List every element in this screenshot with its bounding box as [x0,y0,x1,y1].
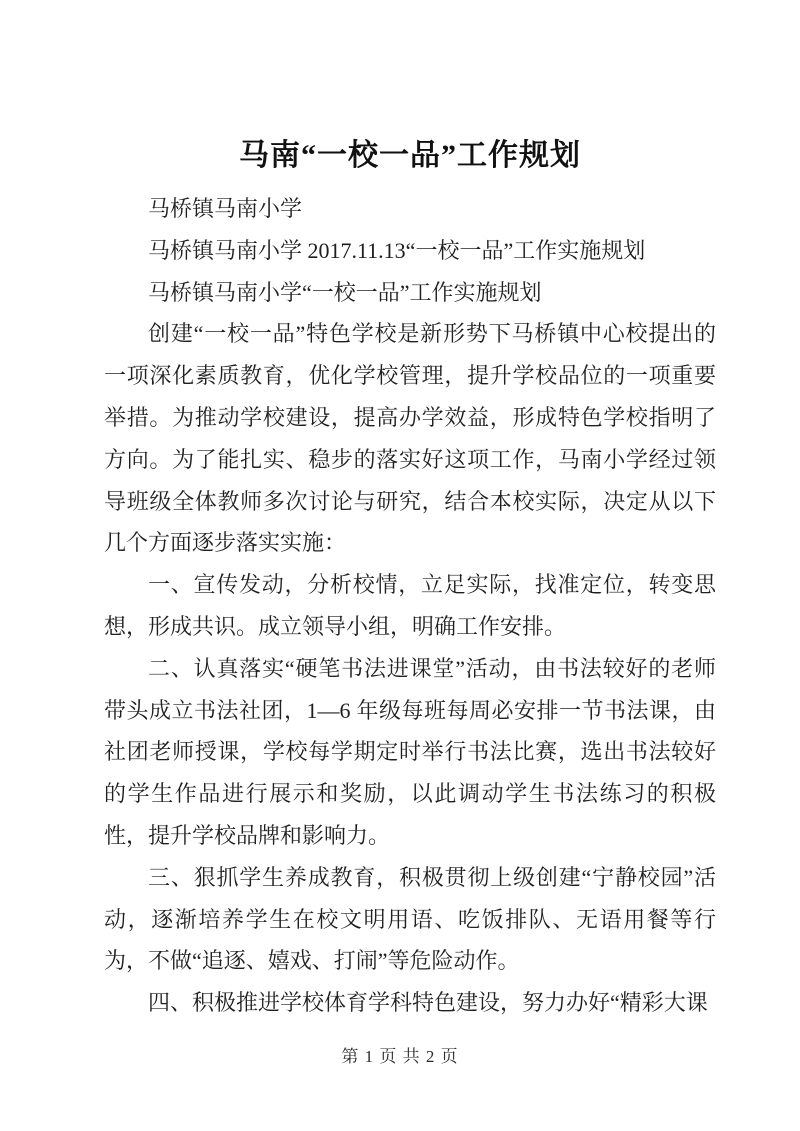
subtitle-line-dated-plan: 马桥镇马南小学 2017.11.13“一校一品”工作实施规划 [148,237,646,263]
paragraph-item-1: 一、宣传发动，分析校情，立足实际，找准定位，转变思想，形成共识。成立领导小组，明确工作安排。 [104,572,716,639]
paragraph-intro: 创建“一校一品”特色学校是新形势下马桥镇中心校提出的一项深化素质教育，优化学校管理，提升学校品位的一项重要举措。为推动学校建设，提高办学效益，形成特色学校指明了方向。为了能扎实、稳步的落实好这项工作，马南小学经过领导班级全体教师多次讨论与研究，结合本校实际，决定从以下几个方面逐步落实实施： [104,321,716,556]
subtitle-line-school: 马桥镇马南小学 [148,196,303,221]
document-title: 马南“一校一品”工作规划 [239,139,581,172]
paragraph-item-4-truncated: 四、积极推进学校体育学科特色建设，努力办好“精彩大课 [148,990,708,1016]
subtitle-line-plan: 马桥镇马南小学“一校一品”工作实施规划 [148,279,542,305]
paragraph-item-2: 二、认真落实“硬笔书法进课堂”活动，由书法较好的老师带头成立书法社团，1—6 年级每班每周必安排一节书法课，由社团老师授课，学校每学期定时举行书法比赛，选出书法较好的学生作品进行展示和奖励，以此调动学生书法练习的积极性，提升学校品牌和影响力。 [104,655,716,848]
document-content [104,130,716,1024]
paragraph-item-3: 三、狠抓学生养成教育，积极贯彻上级创建“宁静校园”活动，逐渐培养学生在校文明用语、吃饭排队、无语用餐等行为，不做“追逐、嬉戏、打闹”等危险动作。 [104,864,716,974]
page-number-footer: 第 1 页 共 2 页 [341,1047,459,1066]
